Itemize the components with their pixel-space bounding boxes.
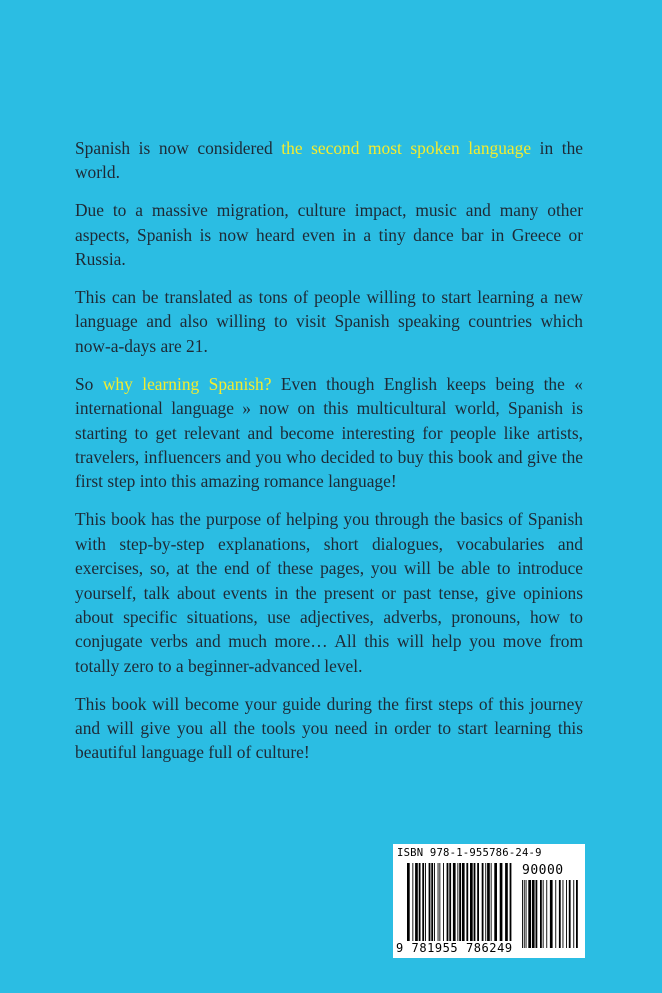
paragraph-5: This book has the purpose of helping you through the basics of Spanish with step-by-step explanations, short dialogues, vocabularies and exercises, so, at the end of these pages, you will be able to introduce yourself, talk about events in the present or past tense, give opinions about specific situations, use adjectives, adverbs, pronouns, how to conjugate verbs and much more… All this will help you move from totally zero to a beginner-advanced level. bbox=[75, 509, 583, 676]
paragraph-1: Spanish is now considered the second most spoken language in the world. bbox=[75, 138, 583, 183]
barcode-digits: 9 781955 786249 bbox=[396, 941, 513, 955]
paragraph-3: This can be translated as tons of people willing to start learning a new language and also willing to visit Spanish speaking countries which now-a-days are 21. bbox=[75, 287, 583, 356]
highlight-phrase: why learning Spanish? bbox=[102, 373, 272, 394]
paragraph-6: This book will become your guide during the first steps of this journey and will give you all the tools you need in order to start learning this beautiful language full of culture! bbox=[75, 693, 583, 763]
highlight-phrase: the second most spoken language bbox=[281, 138, 532, 158]
paragraph-4: So why learning Spanish? Even though English keeps being the « international language » now on this multicultural world, Spanish is starting to get relevant and become interesting for people like artists, travelers, influencers and you who decided to buy this book and give the first step into this amazing romance language! bbox=[75, 373, 584, 492]
isbn-barcode bbox=[393, 844, 585, 958]
paragraph-2: Due to a massive migration, culture impact, music and many other aspects, Spanish is now heard even in a tiny dance bar in Greece or Russia. bbox=[75, 200, 583, 270]
blurb-text bbox=[75, 136, 583, 778]
price-code: 90000 bbox=[522, 863, 564, 878]
isbn-label: ISBN 978-1-955786-24-9 bbox=[397, 847, 542, 859]
